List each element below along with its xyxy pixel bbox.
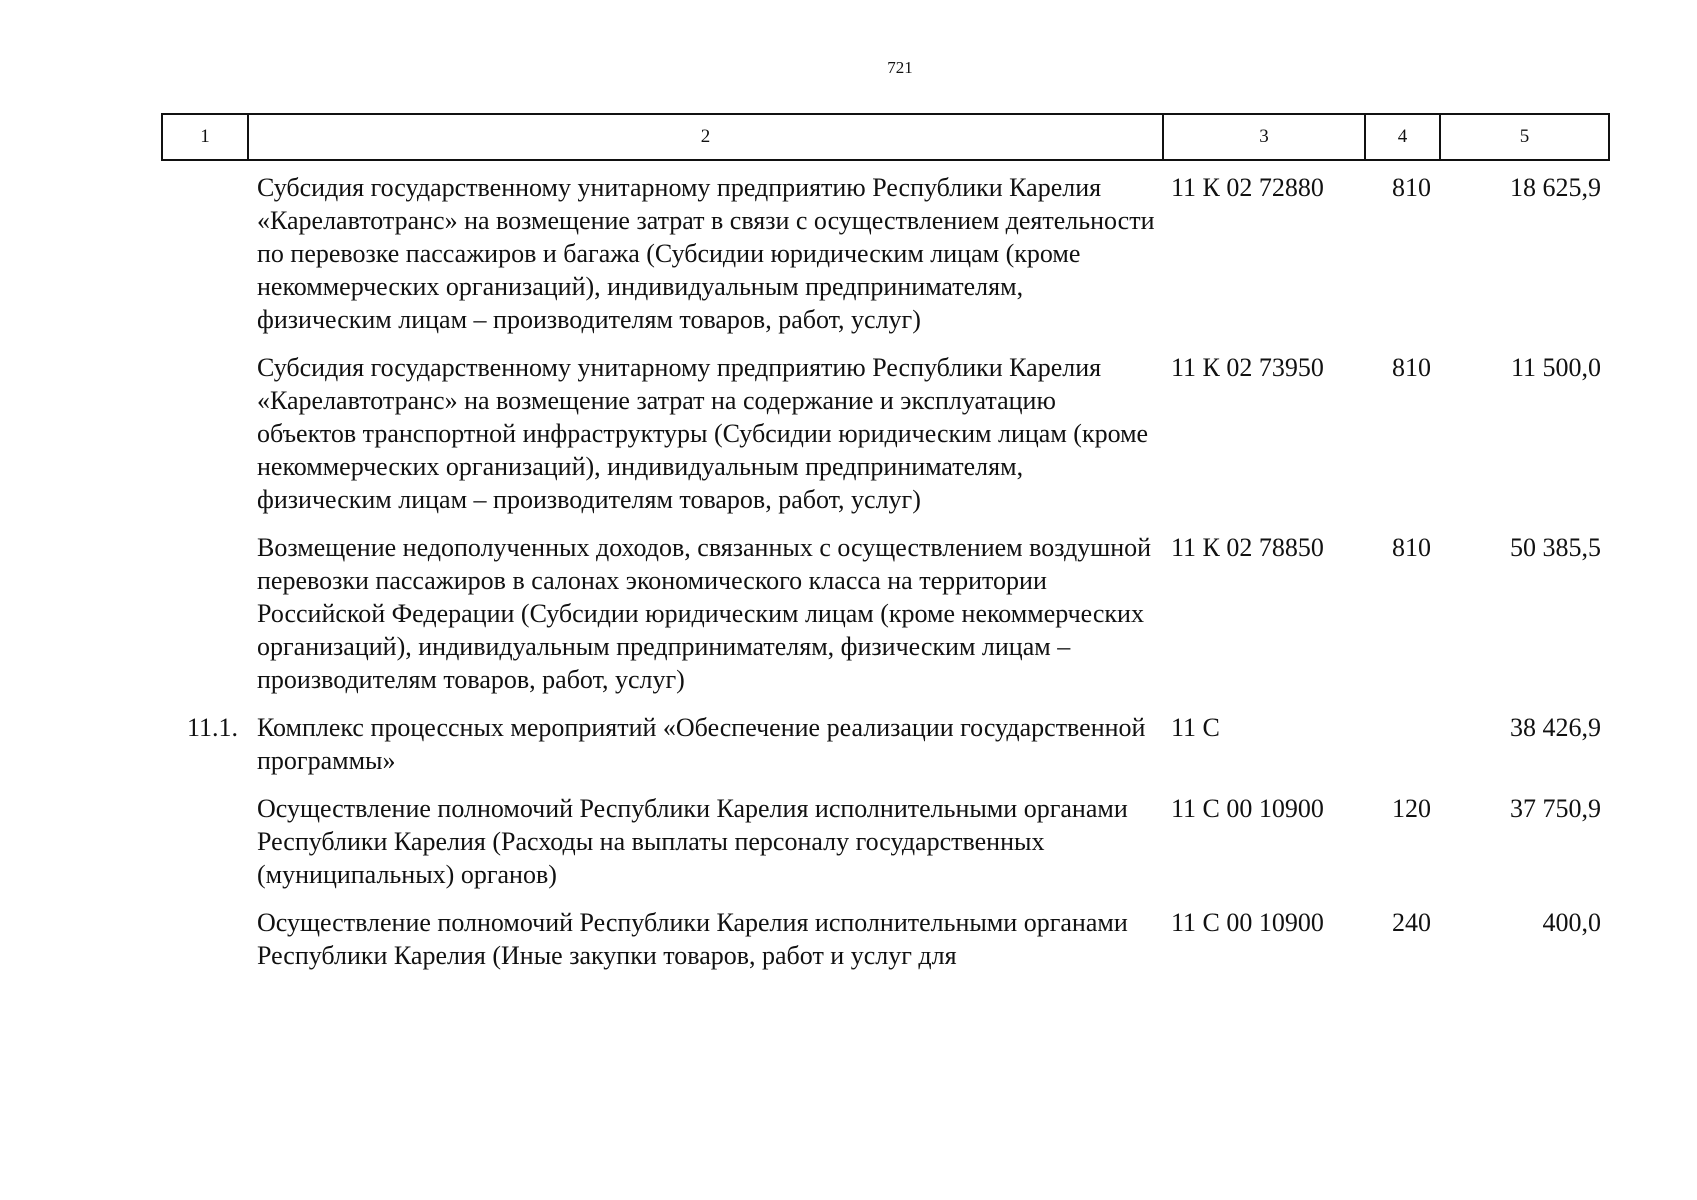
header-col-5: 5	[1440, 114, 1609, 160]
row-target-code: 11 К 02 78850	[1171, 533, 1324, 562]
row-target-code: 11 К 02 73950	[1171, 353, 1324, 382]
row-description: Осуществление полномочий Республики Карелия исполнительными органами Республики Карелия (Иные закупки товаров, работ и услуг для	[257, 908, 1128, 970]
row-expense-type: 810	[1392, 533, 1431, 562]
row-expense-type: 810	[1392, 173, 1431, 202]
row-target-code: 11 С 00 10900	[1171, 794, 1324, 823]
row-expense-type: 240	[1392, 908, 1431, 937]
table-row	[162, 906, 1609, 987]
row-description: Субсидия государственному унитарному предприятию Республики Карелия «Карелавтотранс» на возмещение затрат в связи с осуществлением деятельности по перевозке пассажиров и багажа (Субсидии юридическим лицам (кроме некоммерческих организаций), индивидуальным предпринимателям, физическим лицам – производителям товаров, работ, услуг)	[257, 173, 1155, 334]
table-row	[162, 711, 1609, 792]
row-amount: 18 625,9	[1510, 173, 1601, 202]
table-row	[162, 351, 1609, 531]
table-row	[162, 531, 1609, 711]
row-number: 11.1.	[186, 713, 238, 742]
table-row	[162, 792, 1609, 906]
budget-table	[161, 113, 1610, 987]
header-col-1: 1	[162, 114, 248, 160]
row-amount: 38 426,9	[1510, 713, 1601, 742]
row-number	[162, 351, 248, 531]
row-description: Комплекс процессных мероприятий «Обеспечение реализации государственной программы»	[257, 713, 1146, 775]
row-number	[162, 160, 248, 351]
row-target-code: 11 К 02 72880	[1171, 173, 1324, 202]
row-expense-type: 120	[1392, 794, 1431, 823]
row-amount: 11 500,0	[1510, 353, 1601, 382]
row-description: Возмещение недополученных доходов, связанных с осуществлением воздушной перевозки пассажиров в салонах экономического класса на территории Российской Федерации (Субсидии юридическим лицам (кроме некоммерческих организаций), индивидуальным предпринимателям, физическим лицам – производителям товаров, работ, услуг)	[257, 533, 1152, 694]
row-number	[162, 906, 248, 987]
header-col-3: 3	[1163, 114, 1365, 160]
row-target-code: 11 С	[1171, 713, 1220, 742]
row-target-code: 11 С 00 10900	[1171, 908, 1324, 937]
header-col-4: 4	[1365, 114, 1440, 160]
row-expense-type	[1365, 711, 1440, 792]
row-number	[162, 531, 248, 711]
row-description: Осуществление полномочий Республики Карелия исполнительными органами Республики Карелия (Расходы на выплаты персоналу государственных (муниципальных) органов)	[257, 794, 1128, 889]
row-description: Субсидия государственному унитарному предприятию Республики Карелия «Карелавтотранс» на возмещение затрат на содержание и эксплуатацию объектов транспортной инфраструктуры (Субсидии юридическим лицам (кроме некоммерческих организаций), индивидуальным предпринимателям, физическим лицам – производителям товаров, работ, услуг)	[257, 353, 1149, 514]
row-amount: 400,0	[1542, 908, 1601, 937]
row-amount: 50 385,5	[1510, 533, 1601, 562]
table-header-row	[162, 114, 1609, 160]
row-expense-type: 810	[1392, 353, 1431, 382]
page-number: 721	[887, 58, 913, 77]
table-row	[162, 160, 1609, 351]
header-col-2: 2	[248, 114, 1163, 160]
row-number	[162, 792, 248, 906]
row-amount: 37 750,9	[1510, 794, 1601, 823]
